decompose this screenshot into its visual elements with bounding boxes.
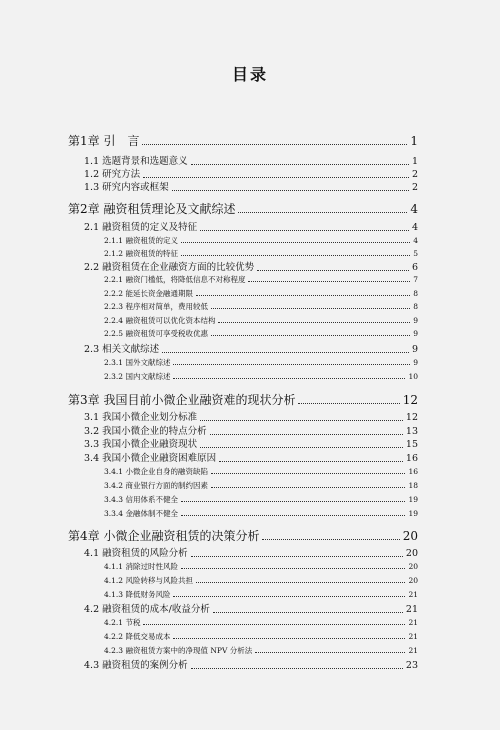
toc-leader-dots (162, 351, 409, 353)
toc-entry-label: 2.3.1 国外文献综述 (104, 358, 171, 367)
toc-entry (84, 549, 418, 559)
toc-entry-label: 2.1 融资租赁的定义及特征 (84, 222, 198, 233)
toc-leader-dots (200, 229, 409, 231)
toc-leader-dots (181, 567, 405, 569)
toc-entry (84, 157, 418, 167)
toc-entry (104, 330, 418, 338)
toc-entry-label: 2.3 相关文献综述 (84, 344, 160, 355)
toc-entry-label: 4.2 融资租赁的成本/收益分析 (84, 604, 210, 615)
toc-entry-page: 23 (405, 660, 418, 671)
toc-entry (84, 454, 418, 464)
toc-entry-page: 1 (410, 134, 418, 148)
toc-entry-page: 19 (408, 509, 418, 518)
toc-entry-label: 2.2.3 程序相对简单，费用较低 (104, 302, 208, 311)
toc-entry (68, 394, 418, 406)
toc-leader-dots (257, 269, 409, 271)
toc-entry-label: 1.3 研究内容或框架 (84, 182, 169, 193)
toc-entry-label: 2.2.2 能延长资金融通期限 (104, 289, 193, 298)
toc-entry-label: 4.1.3 降低财务风险 (104, 590, 171, 599)
toc-leader-dots (211, 486, 405, 488)
toc-leader-dots (142, 143, 407, 145)
toc-leader-dots (255, 651, 405, 653)
toc-entry-label: 3.3.4 金融体制不健全 (104, 509, 178, 518)
toc-entry (84, 661, 418, 671)
toc-entry-page: 21 (408, 618, 418, 627)
toc-leader-dots (173, 363, 410, 365)
toc-entry-label: 4.1 融资租赁的风险分析 (84, 548, 188, 559)
toc-leader-dots (196, 581, 405, 583)
toc-leader-dots (173, 595, 405, 597)
toc-entry (104, 359, 418, 367)
toc-entry (84, 427, 418, 437)
toc-leader-dots (196, 294, 410, 296)
toc-entry-label: 第4章 小微企业融资租赁的决策分析 (68, 529, 260, 543)
toc-entry-page: 16 (408, 467, 418, 476)
toc-entry (104, 647, 418, 655)
toc-entry-page: 21 (405, 604, 418, 615)
toc-entry-page: 20 (408, 576, 418, 585)
toc-entry-page: 8 (413, 289, 418, 298)
toc-entry-page: 9 (413, 316, 418, 325)
toc-entry (104, 591, 418, 599)
toc-entry-label: 4.2.2 降低交易成本 (104, 632, 171, 641)
toc-leader-dots (200, 446, 403, 448)
toc-entry-label: 4.2.3 融资租赁方案中的净现值 NPV 分析法 (104, 646, 253, 655)
toc-entry-label: 4.1.2 风险转移与风险共担 (104, 576, 193, 585)
toc-entry (68, 203, 418, 215)
toc-entry-page: 1 (411, 156, 418, 167)
toc-leader-dots (191, 667, 403, 669)
toc-entry (104, 290, 418, 298)
toc-leader-dots (191, 163, 409, 165)
toc-entry-label: 2.2.4 融资租赁可以优化资本结构 (104, 316, 216, 325)
toc-entry (104, 303, 418, 311)
toc-leader-dots (219, 460, 403, 462)
toc-entry-label: 3.4.3 信用体系不健全 (104, 495, 178, 504)
toc-entry-label: 2.2.5 融资租赁可享受税收优惠 (104, 329, 208, 338)
toc-entry-page: 15 (405, 439, 418, 450)
toc-leader-dots (248, 280, 410, 282)
toc-entry (104, 633, 418, 641)
toc-entry-label: 4.2.1 节税 (104, 618, 141, 627)
toc-entry-label: 2.1.2 融资租赁的特征 (104, 249, 178, 258)
toc-entry-page: 10 (408, 372, 418, 381)
toc-entry (104, 482, 418, 490)
toc-leader-dots (262, 538, 399, 540)
toc-leader-dots (181, 254, 410, 256)
toc-entry-label: 2.2.1 融资门槛低，将降低信息不对称程度 (104, 275, 246, 284)
toc-leader-dots (218, 321, 410, 323)
toc-entry (84, 440, 418, 450)
toc-entry (84, 605, 418, 615)
toc-entry-page: 18 (408, 481, 418, 490)
toc-entry-page: 12 (405, 412, 418, 423)
toc-entry-page: 9 (413, 329, 418, 338)
toc-leader-dots (210, 433, 403, 435)
toc-entry-label: 2.2 融资租赁在企业融资方面的比较优势 (84, 262, 255, 273)
toc-entry-page: 4 (410, 202, 418, 216)
toc-entry (104, 468, 418, 476)
toc-leader-dots (173, 377, 405, 379)
toc-leader-dots (211, 307, 410, 309)
toc-entry (84, 345, 418, 355)
toc-entry-page: 9 (411, 344, 418, 355)
toc-entry-page: 21 (408, 646, 418, 655)
toc-leader-dots (211, 334, 410, 336)
toc-entry-page: 4 (413, 236, 418, 245)
toc-entry (104, 373, 418, 381)
toc-entry-page: 6 (411, 262, 418, 273)
toc-entry (104, 563, 418, 571)
toc-entry (104, 317, 418, 325)
toc-entry-label: 1.1 选题背景和选题意义 (84, 156, 188, 167)
toc-leader-dots (143, 176, 409, 178)
toc-entry-page: 20 (408, 562, 418, 571)
toc-leader-dots (200, 419, 403, 421)
toc-entry-label: 4.3 融资租赁的案例分析 (84, 660, 188, 671)
toc-entry-page: 21 (408, 590, 418, 599)
toc-entry-label: 第3章 我国目前小微企业融资难的现状分析 (68, 393, 296, 407)
toc-entry-label: 3.4.2 商业银行方面的制约因素 (104, 481, 208, 490)
toc-entry (104, 619, 418, 627)
toc-entry-label: 3.2 我国小微企业的特点分析 (84, 426, 207, 437)
toc-entry-page: 5 (413, 249, 418, 258)
toc-leader-dots (298, 402, 399, 404)
toc-entry (84, 413, 418, 423)
toc-leader-dots (143, 623, 405, 625)
toc-leader-dots (213, 611, 403, 613)
toc-entry (68, 135, 418, 147)
toc-entry-page: 12 (402, 393, 418, 407)
toc-entry (84, 263, 418, 273)
toc-leader-dots (172, 189, 409, 191)
toc-entry-label: 第1章 引 言 (68, 134, 140, 148)
page-title: 目录 (231, 65, 268, 84)
toc-entry (104, 510, 418, 518)
toc-entry (104, 250, 418, 258)
toc-leader-dots (173, 637, 405, 639)
toc-leader-dots (191, 555, 403, 557)
toc-entry-page: 2 (411, 169, 418, 180)
toc-entry-page: 8 (413, 302, 418, 311)
toc-entry-page: 20 (405, 548, 418, 559)
toc-entry-page: 16 (405, 453, 418, 464)
toc-entry (104, 237, 418, 245)
toc-entry-label: 4.1.1 消除过时性风险 (104, 562, 178, 571)
toc-entry (104, 577, 418, 585)
toc-entry-label: 3.3 我国小微企业融资现状 (84, 439, 198, 450)
toc-entry-page: 13 (405, 426, 418, 437)
toc-entry-page: 21 (408, 632, 418, 641)
toc-entry-page: 19 (408, 495, 418, 504)
toc-entry-page: 20 (402, 529, 418, 543)
toc-entry (84, 183, 418, 193)
toc-entry-page: 2 (411, 182, 418, 193)
toc-leader-dots (181, 500, 405, 502)
toc-leader-dots (181, 514, 405, 516)
toc-entry-page: 7 (413, 275, 418, 284)
toc-entry-page: 4 (411, 222, 418, 233)
toc-entry (84, 223, 418, 233)
toc-entry-label: 1.2 研究方法 (84, 169, 141, 180)
toc-entry (104, 496, 418, 504)
toc-entry-label: 3.4.1 小微企业自身的融资缺陷 (104, 467, 208, 476)
toc-entry (104, 276, 418, 284)
toc-entry (84, 170, 418, 180)
toc-entry-label: 第2章 融资租赁理论及文献综述 (68, 202, 236, 216)
toc-entry-label: 3.1 我国小微企业划分标准 (84, 412, 198, 423)
toc-leader-dots (238, 211, 407, 213)
toc-entry-label: 2.1.1 融资租赁的定义 (104, 236, 178, 245)
toc-entry-label: 2.3.2 国内文献综述 (104, 372, 171, 381)
toc-entry-label: 3.4 我国小微企业融资困难原因 (84, 453, 217, 464)
toc-entry-page: 9 (413, 358, 418, 367)
toc-leader-dots (181, 241, 410, 243)
toc-entry (68, 530, 418, 542)
toc-leader-dots (211, 472, 405, 474)
